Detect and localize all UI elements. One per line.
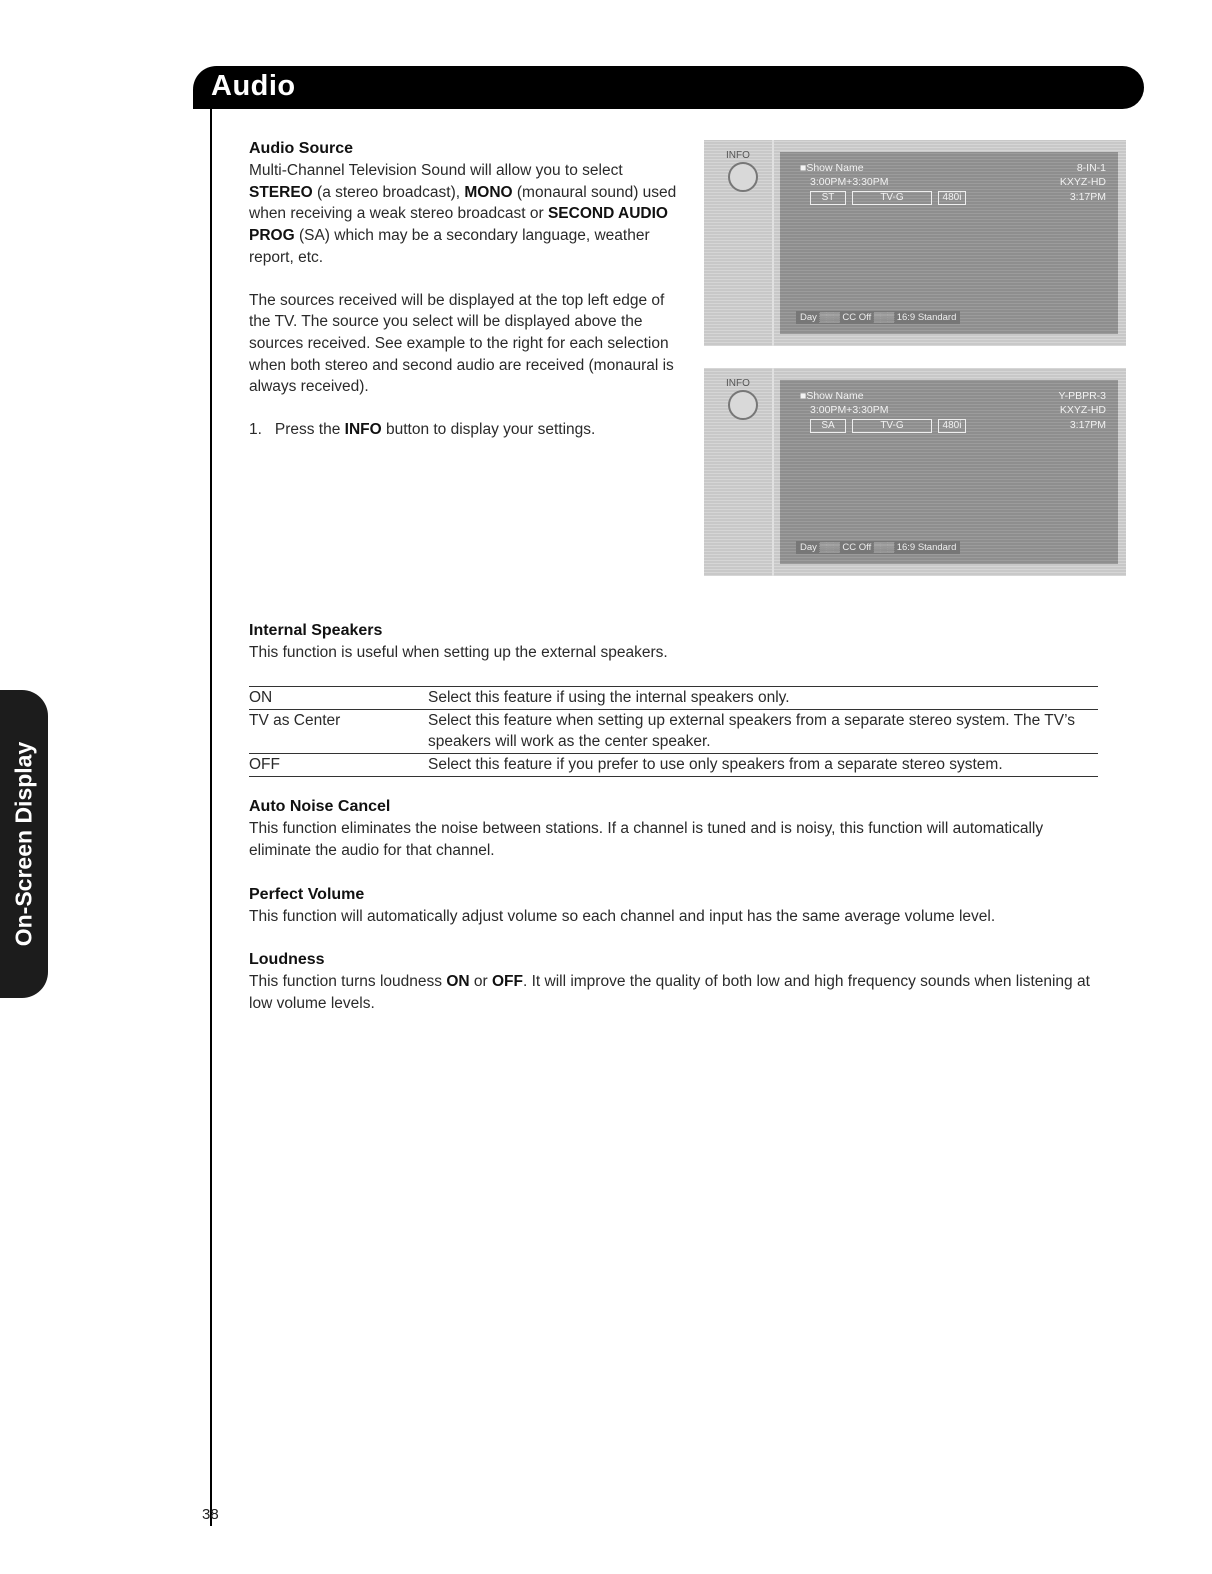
margin-rule bbox=[210, 108, 212, 1526]
divider bbox=[772, 368, 774, 576]
loudness-desc: This function turns loudness ON or OFF. It will improve the quality of both low and high frequency sounds when listening at low volume levels. bbox=[249, 973, 1090, 1012]
perfect-volume-desc: This function will automatically adjust volume so each channel and input has the same average volume level. bbox=[249, 908, 996, 925]
audio-source-paragraph-2: The sources received will be displayed at the top left edge of the TV. The source you select will be displayed above the sources received. See example to the right for each selection when both stereo and second audio are received (monaural is always received). bbox=[249, 291, 674, 396]
show-name: ■Show Name bbox=[800, 390, 864, 402]
description-cell: Select this feature if you prefer to use only speakers from a separate stereo system. bbox=[428, 756, 1003, 773]
resolution-box: 480i bbox=[938, 191, 966, 205]
audio-source-paragraph: Multi-Channel Television Sound will allow you to select STEREO (a stereo broadcast), MONO (monaural sound) used when receiving a weak stereo broadcast or SECOND AUDIO PROG (SA) which may be a secondary language, weather report, etc. bbox=[249, 162, 677, 266]
status-strip: Day ▒▒▒ CC Off ▒▒▒ 16:9 Standard bbox=[796, 311, 960, 324]
side-tab bbox=[0, 690, 48, 998]
status-strip: Day ▒▒▒ CC Off ▒▒▒ 16:9 Standard bbox=[796, 541, 960, 554]
time-range: 3:00PM+3:30PM bbox=[810, 176, 889, 188]
info-button-icon bbox=[728, 390, 758, 420]
rating-box: TV-G bbox=[852, 419, 932, 433]
internal-speakers-heading: Internal Speakers bbox=[249, 622, 383, 639]
section-header-bar bbox=[193, 66, 1144, 109]
channel-input: 8-IN-1 bbox=[1076, 162, 1106, 174]
table-row bbox=[249, 710, 1098, 754]
description-cell: Select this feature if using the internal speakers only. bbox=[428, 689, 790, 706]
resolution-box: 480i bbox=[938, 419, 966, 433]
step-1: 1. Press the INFO button to display your settings. bbox=[249, 421, 596, 439]
rating-box: TV-G bbox=[852, 191, 932, 205]
station: KXYZ-HD bbox=[1059, 176, 1106, 188]
auto-noise-cancel-desc: This function eliminates the noise between stations. If a channel is tuned and is noisy, this function will automatically eliminate the audio for that channel. bbox=[249, 820, 1044, 859]
auto-noise-cancel-heading: Auto Noise Cancel bbox=[249, 798, 391, 815]
info-label: INFO bbox=[726, 150, 750, 161]
audio-source-box: ST bbox=[810, 191, 846, 205]
table-row bbox=[249, 687, 1098, 710]
side-tab-label: On-Screen Display bbox=[10, 741, 37, 947]
speaker-options-table bbox=[249, 686, 1098, 777]
auto-noise-cancel-section bbox=[249, 796, 1049, 861]
channel-input: Y-PBPR-3 bbox=[1058, 390, 1106, 402]
perfect-volume-section bbox=[249, 884, 1109, 928]
section-title: Audio bbox=[211, 70, 296, 102]
info-button-icon bbox=[728, 162, 758, 192]
audio-source-box: SA bbox=[810, 419, 846, 433]
description-cell: Select this feature when setting up external speakers from a separate stereo system. The TV’s speakers will work as the center speaker. bbox=[428, 712, 1076, 750]
internal-speakers-desc: This function is useful when setting up the external speakers. bbox=[249, 644, 668, 661]
loudness-heading: Loudness bbox=[249, 951, 325, 968]
option-cell: ON bbox=[249, 689, 273, 706]
perfect-volume-heading: Perfect Volume bbox=[249, 886, 365, 903]
clock: 3:17PM bbox=[1069, 419, 1106, 431]
audio-source-heading: Audio Source bbox=[249, 140, 354, 157]
show-name: ■Show Name bbox=[800, 162, 864, 174]
option-cell: TV as Center bbox=[249, 712, 341, 729]
page-number: 38 bbox=[202, 1506, 219, 1523]
station: KXYZ-HD bbox=[1059, 404, 1106, 416]
time-range: 3:00PM+3:30PM bbox=[810, 404, 889, 416]
tv-screen-sap bbox=[704, 368, 1126, 576]
clock: 3:17PM bbox=[1069, 191, 1106, 203]
option-cell: OFF bbox=[249, 756, 280, 773]
table-row bbox=[249, 754, 1098, 777]
tv-screen-stereo bbox=[704, 140, 1126, 346]
osd-panel bbox=[780, 152, 1118, 334]
osd-panel bbox=[780, 380, 1118, 564]
info-label: INFO bbox=[726, 378, 750, 389]
audio-source-section bbox=[249, 138, 681, 441]
loudness-section bbox=[249, 949, 1109, 1014]
internal-speakers-section bbox=[249, 620, 1109, 664]
divider bbox=[772, 140, 774, 346]
